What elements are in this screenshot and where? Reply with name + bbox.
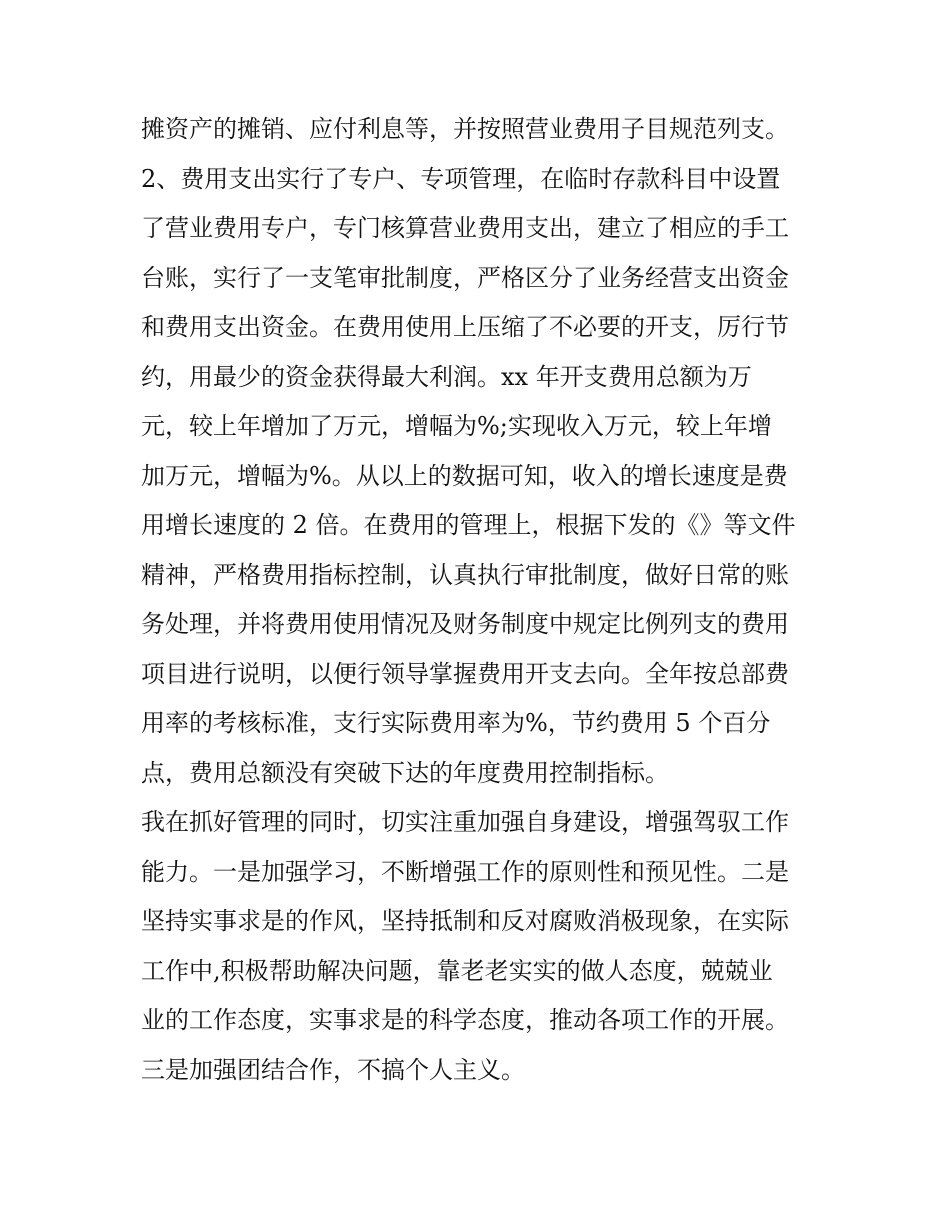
text-line: 摊资产的摊销、应付利息等，并按照营业费用子目规范列支。 [141,115,789,143]
text-line: 业的工作态度，实事求是的科学态度，推动各项工作的开展。 [141,1006,789,1034]
body-text [141,105,821,1095]
text-line: 加万元，增幅为%。从以上的数据可知，收入的增长速度是费 [141,461,788,490]
text-line: 用增长速度的 2 倍。在费用的管理上，根据下发的《》等文件 [141,511,796,539]
text-line: 点，费用总额没有突破下达的年度费用控制指标。 [141,758,669,787]
text-line: 精神，严格费用指标控制，认真执行审批制度，做好日常的账 [141,560,789,589]
text-line: 台账，实行了一支笔审批制度，严格区分了业务经营支出资金 [141,263,789,292]
text-line: 项目进行说明，以便行领导掌握费用开支去向。全年按总部费 [141,659,789,688]
text-line: 元，较上年增加了万元，增幅为%;实现收入万元，较上年增 [141,412,772,440]
text-line: 坚持实事求是的作风，坚持抵制和反对腐败消极现象，在实际 [141,907,789,935]
text-line: 用率的考核标准，支行实际费用率为%，节约费用 5 个百分 [141,709,771,737]
text-line: 能力。一是加强学习，不断增强工作的原则性和预见性。二是 [141,857,789,886]
text-line: 了营业费用专户，专门核算营业费用支出，建立了相应的手工 [141,214,789,242]
text-line: 2、费用支出实行了专户、专项管理，在临时存款科目中设置 [141,164,781,193]
text-line: 务处理，并将费用使用情况及财务制度中规定比例列支的费用 [141,610,789,638]
text-line: 我在抓好管理的同时，切实注重加强自身建设，增强驾驭工作 [141,808,789,836]
text-line: 工作中,积极帮助解决问题，靠老老实实的做人态度，兢兢业 [141,956,773,985]
text-line: 和费用支出资金。在费用使用上压缩了不必要的开支，厉行节 [141,313,789,341]
text-line: 约，用最少的资金获得最大利润。xx 年开支费用总额为万 [141,362,752,391]
text-line: 三是加强团结合作，不搞个人主义。 [141,1055,525,1084]
